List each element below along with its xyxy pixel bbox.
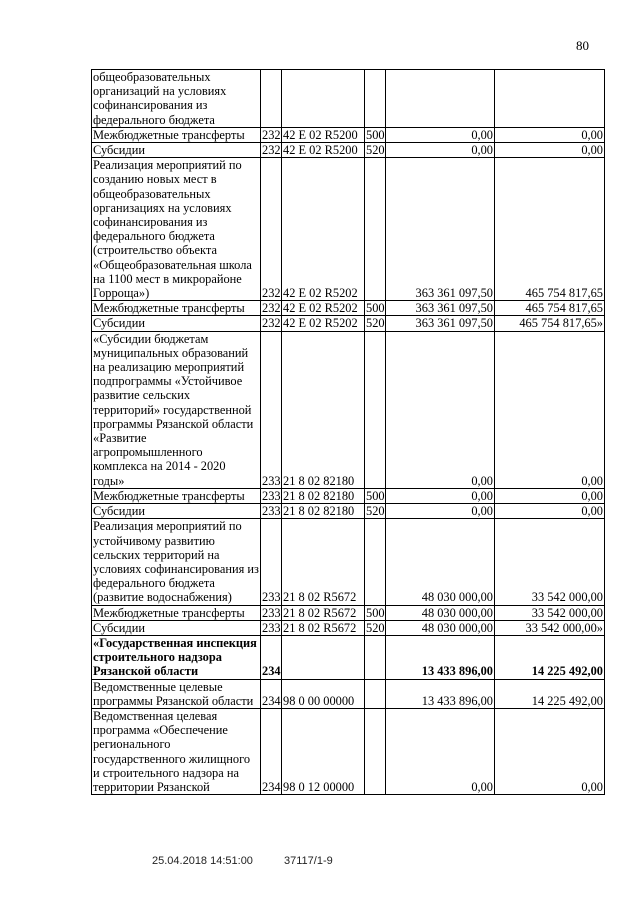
target-item-code-cell: 42 Е 02 R5200 <box>282 143 365 158</box>
target-item-code-cell <box>282 635 365 679</box>
footer-datetime: 25.04.2018 14:51:00 <box>152 855 253 867</box>
ministry-code-cell: 233 <box>262 504 281 519</box>
target-item-code-cell: 42 Е 02 R5202 <box>282 158 365 301</box>
target-item-code-cell: 21 8 02 82180 <box>282 488 365 503</box>
amount-year2-cell: 14 225 492,00 <box>495 635 605 679</box>
table-row <box>92 331 605 488</box>
expense-type-cell: 520 <box>366 620 385 635</box>
row-name-cell: Реализация мероприятий по созданию новых мест в общеобразовательных организациях на условиях софинансирования из федерального бюджета (строительство объекта «Общеобразовательная школа на 1100 мест в микрорайоне Горроща») <box>92 158 261 301</box>
target-item-code-cell: 21 8 02 82180 <box>282 331 365 488</box>
expense-type-cell: 500 <box>366 605 385 620</box>
row-name-cell: Межбюджетные трансферты <box>92 127 261 142</box>
ministry-code-cell: 233 <box>262 620 281 635</box>
ministry-code-cell: 232 <box>262 301 281 316</box>
amount-year1-cell: 13 433 896,00 <box>386 635 495 679</box>
ministry-code-cell: 234 <box>261 635 282 679</box>
ministry-code-cell <box>261 70 282 128</box>
expense-type-cell <box>365 158 386 301</box>
expense-type-cell <box>365 635 386 679</box>
expense-type-cell <box>365 70 386 128</box>
ministry-code-cell: 234 <box>261 708 282 794</box>
row-name-cell: Субсидии <box>92 620 261 635</box>
target-item-code-cell: 42 Е 02 R5202 <box>282 316 365 331</box>
ministry-code-cell: 232 <box>262 316 281 331</box>
target-item-code-cell: 21 8 02 R5672 <box>282 605 365 620</box>
ministry-code-cell: 233 <box>262 605 281 620</box>
row-name-cell: «Государственная инспекция строительного надзора Рязанской области <box>92 635 261 679</box>
target-item-code-cell: 21 8 02 R5672 <box>282 620 365 635</box>
table-row <box>92 143 605 158</box>
table-row <box>92 127 605 142</box>
amount-year2-cell: 0,00 <box>495 331 605 488</box>
table-row <box>92 708 605 794</box>
table-row <box>92 679 605 708</box>
expense-type-cell: 520 <box>366 316 385 331</box>
table-row <box>92 519 605 605</box>
table-row <box>92 635 605 679</box>
row-name-cell: Межбюджетные трансферты <box>92 605 261 620</box>
amount-year1-cell: 0,00 <box>386 488 495 503</box>
amount-year1-cell: 0,00 <box>386 143 495 158</box>
page-number: 80 <box>576 38 589 53</box>
amount-year1-cell: 0,00 <box>386 127 495 142</box>
amount-year2-cell: 33 542 000,00 <box>495 605 605 620</box>
expense-type-cell: 520 <box>366 504 385 519</box>
amount-year2-cell: 33 542 000,00» <box>495 620 605 635</box>
target-item-code-cell <box>282 70 365 128</box>
expense-type-cell: 500 <box>366 127 385 142</box>
amount-year1-cell: 13 433 896,00 <box>386 679 495 708</box>
expense-type-cell <box>365 708 386 794</box>
expense-type-cell <box>365 519 386 605</box>
budget-table <box>91 69 605 795</box>
amount-year1-cell: 363 361 097,50 <box>386 301 495 316</box>
amount-year2-cell: 33 542 000,00 <box>495 519 605 605</box>
amount-year1-cell: 0,00 <box>386 331 495 488</box>
ministry-code-cell: 232 <box>262 127 281 142</box>
amount-year2-cell: 465 754 817,65» <box>495 316 605 331</box>
target-item-code-cell: 98 0 00 00000 <box>282 679 365 708</box>
expense-type-cell: 500 <box>366 488 385 503</box>
target-item-code-cell: 21 8 02 R5672 <box>282 519 365 605</box>
row-name-cell: Ведомственная целевая программа «Обеспечение регионального государственного жилищного и строительного надзора на территории Рязанской <box>92 708 261 794</box>
row-name-cell: Реализация мероприятий по устойчивому развитию сельских территорий на условиях софинансирования из федерального бюджета (развитие водоснабжения) <box>93 519 259 605</box>
ministry-code-cell: 233 <box>261 519 282 605</box>
expense-type-cell: 520 <box>366 143 385 158</box>
amount-year1-cell: 0,00 <box>386 504 495 519</box>
ministry-code-cell: 232 <box>261 158 282 301</box>
amount-year2-cell: 0,00 <box>495 143 605 158</box>
amount-year2-cell: 0,00 <box>495 504 605 519</box>
amount-year2-cell: 0,00 <box>495 127 605 142</box>
row-name-cell: Межбюджетные трансферты <box>92 301 261 316</box>
row-name-cell: «Субсидии бюджетам муниципальных образований на реализацию мероприятий подпрограммы «Устойчивое развитие сельских территорий» государственной программы Рязанской области «Развитие агропромышленного комплекса на 2014 - 2020 годы» <box>92 331 261 488</box>
row-name-cell: общеобразовательных организаций на условиях софинансирования из федерального бюджета <box>92 70 261 128</box>
table-row <box>92 158 605 301</box>
row-name-cell: Субсидии <box>92 504 261 519</box>
table-body <box>92 70 605 795</box>
table-row <box>92 316 605 331</box>
table-row <box>92 605 605 620</box>
ministry-code-cell: 234 <box>261 679 282 708</box>
table-row <box>92 620 605 635</box>
table-row <box>92 488 605 503</box>
amount-year1-cell: 363 361 097,50 <box>386 158 495 301</box>
amount-year1-cell: 48 030 000,00 <box>386 605 495 620</box>
amount-year2-cell <box>495 70 605 128</box>
target-item-code-cell: 21 8 02 82180 <box>282 504 365 519</box>
row-name-cell: Субсидии <box>92 143 261 158</box>
table-row <box>92 301 605 316</box>
amount-year1-cell: 48 030 000,00 <box>386 519 495 605</box>
row-name-cell: Ведомственные целевые программы Рязанской области <box>92 679 261 708</box>
ministry-code-cell: 233 <box>262 488 281 503</box>
footer-doc-code: 37117/1-9 <box>284 855 333 867</box>
ministry-code-cell: 233 <box>261 331 282 488</box>
amount-year1-cell: 48 030 000,00 <box>386 620 495 635</box>
target-item-code-cell: 42 Е 02 R5202 <box>282 301 365 316</box>
table-row <box>92 504 605 519</box>
amount-year2-cell: 0,00 <box>495 488 605 503</box>
row-name-cell: Субсидии <box>92 316 261 331</box>
amount-year1-cell: 363 361 097,50 <box>386 316 495 331</box>
amount-year1-cell <box>386 70 495 128</box>
expense-type-cell <box>365 331 386 488</box>
target-item-code-cell: 42 Е 02 R5200 <box>282 127 365 142</box>
table-row <box>92 70 605 128</box>
ministry-code-cell: 232 <box>262 143 281 158</box>
expense-type-cell <box>365 679 386 708</box>
amount-year2-cell: 14 225 492,00 <box>495 679 605 708</box>
amount-year2-cell: 465 754 817,65 <box>495 301 605 316</box>
target-item-code-cell: 98 0 12 00000 <box>282 708 365 794</box>
amount-year2-cell: 0,00 <box>495 708 605 794</box>
row-name-cell: Межбюджетные трансферты <box>92 488 261 503</box>
amount-year2-cell: 465 754 817,65 <box>495 158 605 301</box>
expense-type-cell: 500 <box>366 301 385 316</box>
amount-year1-cell: 0,00 <box>386 708 495 794</box>
